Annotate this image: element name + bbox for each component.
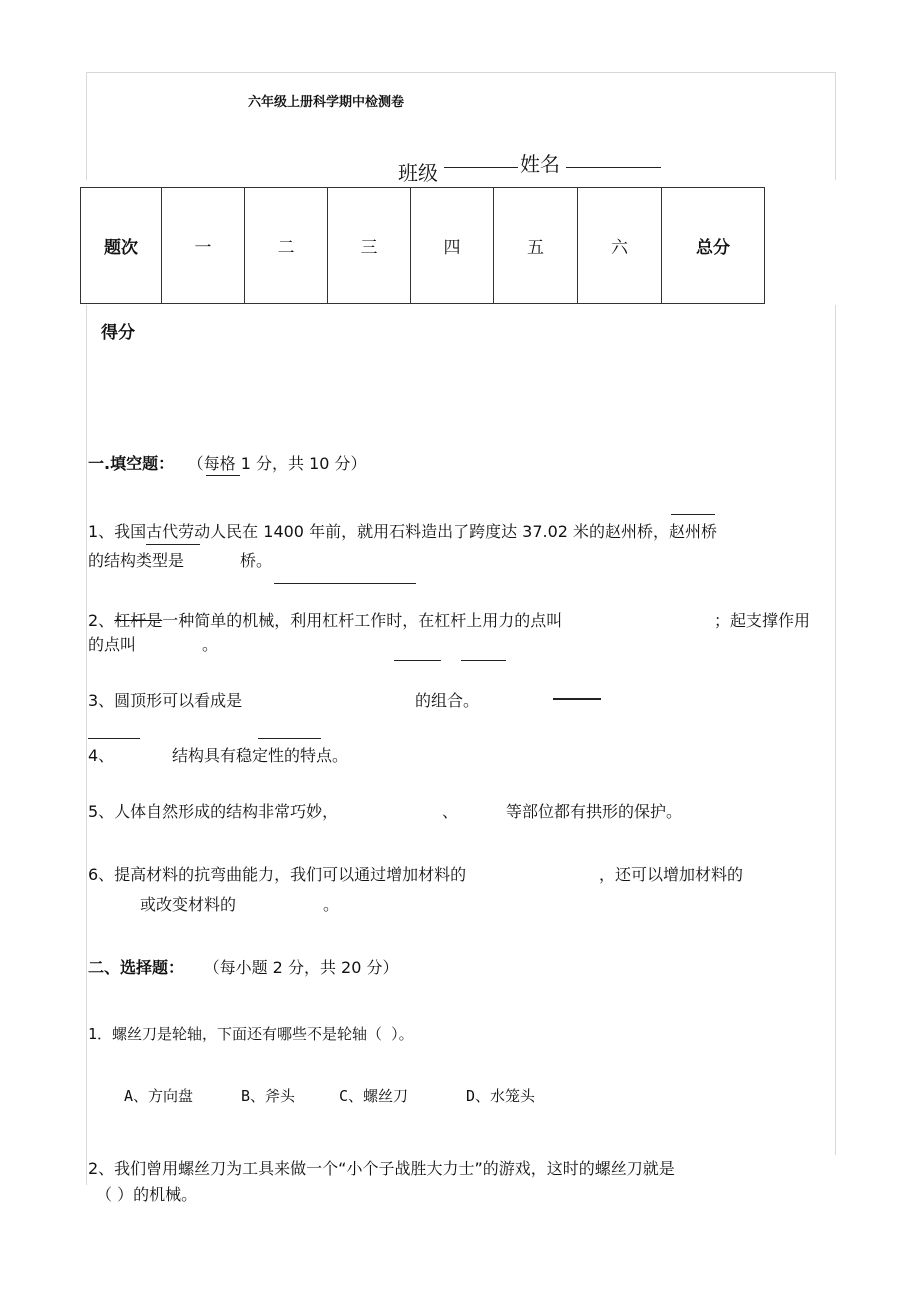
decor-line <box>206 475 240 476</box>
answer-blank[interactable] <box>88 738 140 739</box>
section1-title: 一.填空题： <box>88 454 175 473</box>
q1-line1: 1、我国古代劳动人民在 1400 年前，就用石料造出了跨度达 37.02 米的赵州桥，赵州桥 <box>88 522 718 541</box>
q3a: 3、圆顶形可以看成是 <box>88 691 243 710</box>
q5b: 、 <box>442 802 459 821</box>
class-blank[interactable] <box>444 167 518 168</box>
column-header-5: 五 <box>494 188 578 304</box>
section2-note: （每小题 2 分，共 20 分） <box>203 958 399 977</box>
answer-blank[interactable] <box>274 583 416 584</box>
page-frame-left <box>86 72 87 180</box>
column-header-2: 二 <box>245 188 328 304</box>
q6-line1b: ，还可以增加材料的 <box>599 865 744 884</box>
total-header: 总分 <box>662 188 765 304</box>
q2-prefix: 2、 <box>88 611 115 630</box>
column-header-3: 三 <box>328 188 411 304</box>
score-table <box>80 187 765 304</box>
page-frame-left-lower <box>86 305 87 1185</box>
q2-struck: 杠杆是 <box>114 611 163 630</box>
q1-line2a: 的结构类型是 <box>88 551 185 570</box>
decor-line <box>146 544 200 545</box>
q2-line2a: 的点叫 <box>88 635 137 654</box>
page-title: 六年级上册科学期中检测卷 <box>248 95 405 110</box>
column-header-1: 一 <box>162 188 245 304</box>
q5c: 等部位都有拱形的保护。 <box>506 802 683 821</box>
section1-note: （每格 1 分，共 10 分） <box>187 454 367 473</box>
q4b: 结构具有稳定性的特点。 <box>172 746 349 765</box>
row-header-cell: 题次 <box>81 188 162 304</box>
column-header-6: 六 <box>578 188 662 304</box>
page-frame-right-lower <box>835 305 836 1155</box>
s2-q1-option-c: C、螺丝刀 <box>339 1087 409 1105</box>
q6-line2a: 或改变材料的 <box>140 895 237 914</box>
section2-heading <box>88 955 398 978</box>
s2-q2-line2: （ ）的机械。 <box>96 1185 198 1204</box>
answer-blank[interactable] <box>461 660 506 661</box>
q4a: 4、 <box>88 746 115 765</box>
s2-q2-line1: 2、我们曾用螺丝刀为工具来做一个“小个子战胜大力士”的游戏，这时的螺丝刀就是 <box>88 1159 675 1178</box>
page-frame-right <box>835 72 836 180</box>
q2-text: 一种简单的机械，利用杠杆工作时，在杠杆上用力的点叫 <box>162 611 563 630</box>
answer-blank[interactable] <box>258 738 321 739</box>
q6-line1a: 6、提高材料的抗弯曲能力，我们可以通过增加材料的 <box>88 865 467 884</box>
answer-blank[interactable] <box>394 660 441 661</box>
page-frame-top <box>86 72 835 73</box>
s2-q1-option-d: D、水笼头 <box>466 1087 536 1105</box>
s2-q1-option-b: B、斧头 <box>241 1087 296 1105</box>
name-blank[interactable] <box>566 167 661 168</box>
q5a: 5、人体自然形成的结构非常巧妙， <box>88 802 339 821</box>
q3b: 的组合。 <box>415 691 480 710</box>
score-label: 得分 <box>101 323 135 343</box>
s2-q1: 1．螺丝刀是轮轴，下面还有哪些不是轮轴（ ）。 <box>88 1025 414 1043</box>
q2-line2b: 。 <box>202 635 219 654</box>
column-header-4: 四 <box>411 188 494 304</box>
section1-heading <box>88 451 367 474</box>
answer-blank[interactable] <box>671 514 715 515</box>
q2-line1 <box>88 608 562 631</box>
section2-title: 二、选择题： <box>88 958 185 977</box>
name-label: 姓名 <box>520 152 560 176</box>
table-row <box>81 188 765 304</box>
q2-line1d: ；起支撑作用 <box>714 611 811 630</box>
answer-blank[interactable] <box>553 698 601 700</box>
class-label: 班级 <box>398 161 438 185</box>
s2-q1-option-a: A、方向盘 <box>124 1087 194 1105</box>
q1-line2b: 桥。 <box>240 551 273 570</box>
q6-line2b: 。 <box>323 895 340 914</box>
